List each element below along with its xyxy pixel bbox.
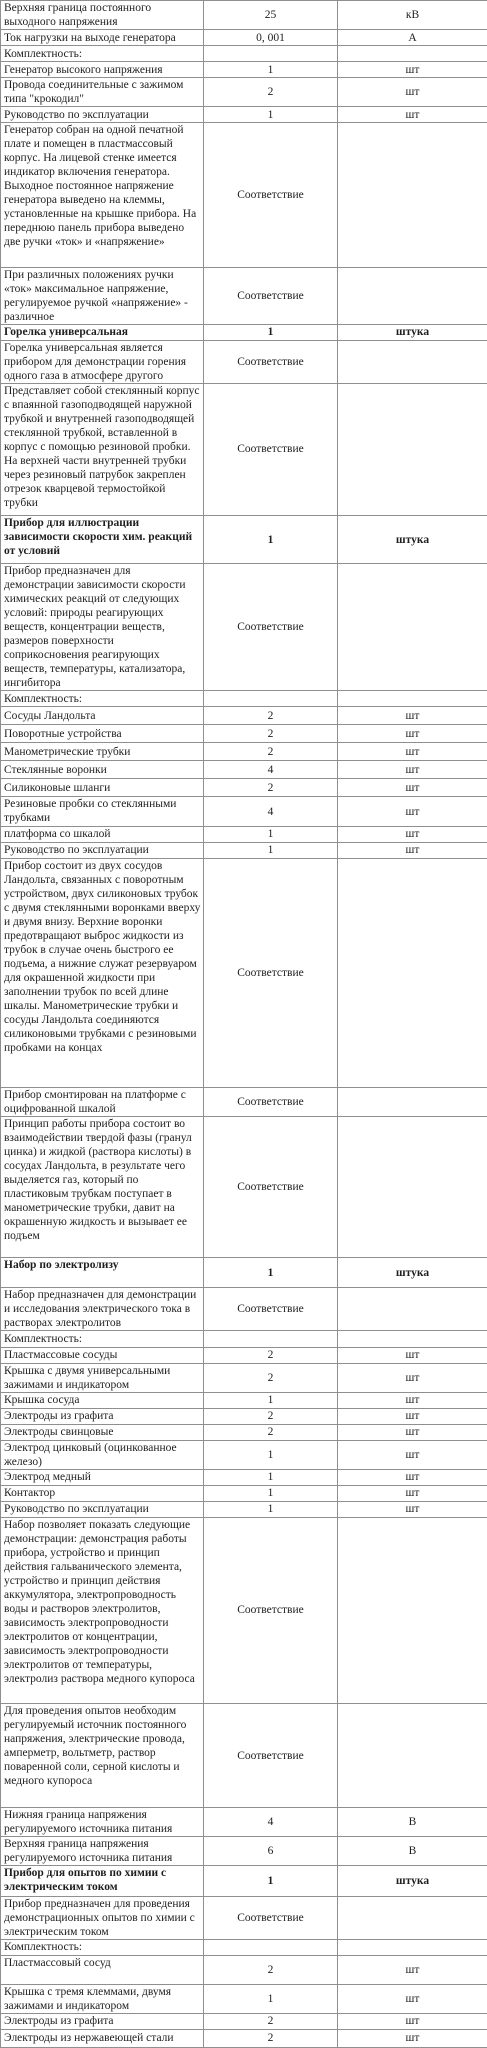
table-row xyxy=(1,564,487,691)
item-value-cell: 2 xyxy=(204,779,338,797)
item-unit-cell: шт xyxy=(338,725,487,743)
item-unit-cell: шт xyxy=(338,1501,487,1517)
item-unit-cell: шт xyxy=(338,1408,487,1424)
item-value-cell: 1 xyxy=(204,1501,338,1517)
item-name-cell: Комплектность: xyxy=(1,691,204,707)
item-name-cell: Набор предназначен для демонстрации и исследования электрического тока в растворах электролитов xyxy=(1,1288,204,1331)
item-name-cell: Крышка с тремя клеммами, двумя зажимами и индикатором xyxy=(1,1984,204,2013)
table-row xyxy=(1,1704,487,1808)
table-row xyxy=(1,1288,487,1331)
item-name-cell: Крышка с двумя универсальными зажимами и индикатором xyxy=(1,1363,204,1392)
table-row xyxy=(1,797,487,826)
item-name-cell: Ток нагрузки на выходе генератора xyxy=(1,30,204,46)
table-row xyxy=(1,267,487,324)
section-header-row xyxy=(1,324,487,340)
item-value-cell: 1 xyxy=(204,324,338,340)
item-value-cell: 2 xyxy=(204,1363,338,1392)
item-value-cell: 2 xyxy=(204,1347,338,1363)
item-unit-cell xyxy=(338,123,487,267)
table-row xyxy=(1,1808,487,1837)
item-unit-cell xyxy=(338,383,487,515)
item-name-cell: Руководство по эксплуатации xyxy=(1,107,204,123)
item-value-cell xyxy=(204,1331,338,1347)
table-row xyxy=(1,1440,487,1469)
section-header-row xyxy=(1,515,487,563)
item-unit-cell: шт xyxy=(338,1424,487,1440)
item-unit-cell: штука xyxy=(338,1866,487,1896)
table-row xyxy=(1,1088,487,1117)
item-unit-cell: шт xyxy=(338,2029,487,2047)
item-unit-cell: шт xyxy=(338,78,487,107)
item-unit-cell: шт xyxy=(338,1955,487,1984)
item-unit-cell: шт xyxy=(338,1347,487,1363)
item-value-cell xyxy=(204,691,338,707)
item-value-cell: 2 xyxy=(204,707,338,725)
item-unit-cell xyxy=(338,564,487,691)
table-row xyxy=(1,743,487,761)
item-unit-cell: шт xyxy=(338,2013,487,2029)
item-unit-cell: В xyxy=(338,1837,487,1866)
table-row xyxy=(1,707,487,725)
item-name-cell: Электроды из графита xyxy=(1,2013,204,2029)
table-row xyxy=(1,1837,487,1866)
item-value-cell: 1 xyxy=(204,842,338,858)
item-unit-cell xyxy=(338,340,487,383)
item-name-cell: платформа со шкалой xyxy=(1,826,204,842)
item-value-cell: Соответствие xyxy=(204,564,338,691)
item-value-cell: Соответствие xyxy=(204,340,338,383)
item-unit-cell xyxy=(338,1088,487,1117)
item-unit-cell xyxy=(338,1517,487,1703)
item-name-cell: Комплектность: xyxy=(1,1939,204,1955)
item-value-cell: 2 xyxy=(204,1408,338,1424)
item-name-cell: Контактор xyxy=(1,1485,204,1501)
table-row xyxy=(1,725,487,743)
item-unit-cell: шт xyxy=(338,743,487,761)
item-unit-cell: шт xyxy=(338,1469,487,1485)
table-row xyxy=(1,123,487,267)
table-row xyxy=(1,1469,487,1485)
item-name-cell: Прибор для опытов по химии с электрическим током xyxy=(1,1866,204,1896)
table-row xyxy=(1,62,487,78)
item-unit-cell: штука xyxy=(338,515,487,563)
item-name-cell: Комплектность: xyxy=(1,46,204,62)
item-unit-cell: шт xyxy=(338,1392,487,1408)
table-row xyxy=(1,1939,487,1955)
item-value-cell: 2 xyxy=(204,2029,338,2047)
item-value-cell: 1 xyxy=(204,62,338,78)
table-row xyxy=(1,691,487,707)
item-value-cell: Соответствие xyxy=(204,1088,338,1117)
item-value-cell: 1 xyxy=(204,1984,338,2013)
item-name-cell: Сосуды Ландольта xyxy=(1,707,204,725)
item-value-cell: 25 xyxy=(204,1,338,30)
item-unit-cell xyxy=(338,1704,487,1808)
table-row xyxy=(1,1955,487,1984)
item-unit-cell: шт xyxy=(338,842,487,858)
table-row xyxy=(1,826,487,842)
table-row xyxy=(1,383,487,515)
item-unit-cell: шт xyxy=(338,779,487,797)
item-value-cell: Соответствие xyxy=(204,267,338,324)
item-name-cell: Электроды из нержавеющей стали xyxy=(1,2029,204,2047)
item-value-cell: 4 xyxy=(204,797,338,826)
item-unit-cell xyxy=(338,1117,487,1258)
item-unit-cell xyxy=(338,267,487,324)
item-name-cell: Набор по электролизу xyxy=(1,1258,204,1288)
item-name-cell: Пластмассовые сосуды xyxy=(1,1347,204,1363)
item-name-cell: Манометрические трубки xyxy=(1,743,204,761)
item-unit-cell: В xyxy=(338,1808,487,1837)
item-unit-cell: А xyxy=(338,30,487,46)
item-value-cell: 4 xyxy=(204,1808,338,1837)
item-value-cell xyxy=(204,1939,338,1955)
item-value-cell: Соответствие xyxy=(204,123,338,267)
item-value-cell: 1 xyxy=(204,1258,338,1288)
table-row xyxy=(1,1117,487,1258)
item-unit-cell xyxy=(338,1331,487,1347)
item-value-cell: 6 xyxy=(204,1837,338,1866)
table-row xyxy=(1,1896,487,1939)
item-value-cell: Соответствие xyxy=(204,1704,338,1808)
table-row xyxy=(1,46,487,62)
item-unit-cell: шт xyxy=(338,1363,487,1392)
table-row xyxy=(1,858,487,1087)
item-unit-cell xyxy=(338,1288,487,1331)
item-value-cell: 2 xyxy=(204,725,338,743)
item-name-cell: Провода соединительные с зажимом типа "крокодил" xyxy=(1,78,204,107)
table-row xyxy=(1,779,487,797)
item-value-cell: 2 xyxy=(204,1955,338,1984)
item-name-cell: Стеклянные воронки xyxy=(1,761,204,779)
table-row xyxy=(1,340,487,383)
item-name-cell: Комплектность: xyxy=(1,1331,204,1347)
table-row xyxy=(1,842,487,858)
table-row xyxy=(1,1,487,30)
item-value-cell: Соответствие xyxy=(204,1896,338,1939)
item-value-cell: 1 xyxy=(204,1440,338,1469)
item-unit-cell: шт xyxy=(338,1440,487,1469)
table-row xyxy=(1,1485,487,1501)
table-row xyxy=(1,1984,487,2013)
item-name-cell: Руководство по эксплуатации xyxy=(1,1501,204,1517)
item-value-cell: 1 xyxy=(204,107,338,123)
item-unit-cell: шт xyxy=(338,1485,487,1501)
item-value-cell: 1 xyxy=(204,1392,338,1408)
section-header-row xyxy=(1,1866,487,1896)
item-name-cell: Прибор предназначен для демонстрации зависимости скорости химических реакций от следующих условий: природы реагирующих веществ, концентрации веществ, размеров поверхности соприкосновения реагирующих веществ, температуры, катализатора, ингибитора xyxy=(1,564,204,691)
item-name-cell: Для проведения опытов необходим регулируемый источник постоянного напряжения, электрические провода, амперметр, вольтметр, раствор поваренной соли, серной кислоты и медного купороса xyxy=(1,1704,204,1808)
item-value-cell: 1 xyxy=(204,1469,338,1485)
item-name-cell: Принцип работы прибора состоит во взаимодействии твердой фазы (гранул цинка) и жидкой (раствора кислоты) в сосудах Ландольта, в результате чего выделяется газ, который по пластиковым трубкам поступает в манометрические трубки, давит на окрашенную жидкость и вызывает ее подъем xyxy=(1,1117,204,1258)
item-name-cell: Прибор предназначен для проведения демонстрационных опытов по химии с электрическим током xyxy=(1,1896,204,1939)
table-row xyxy=(1,2013,487,2029)
table-row xyxy=(1,1501,487,1517)
item-name-cell: При различных положениях ручки «ток» максимальное напряжение, регулируемое ручкой «напряжение» - различное xyxy=(1,267,204,324)
item-name-cell: Крышка сосуда xyxy=(1,1392,204,1408)
table-row xyxy=(1,761,487,779)
item-name-cell: Резиновые пробки со стеклянными трубками xyxy=(1,797,204,826)
item-unit-cell xyxy=(338,691,487,707)
item-unit-cell: шт xyxy=(338,107,487,123)
item-name-cell: Горелка универсальная xyxy=(1,324,204,340)
item-unit-cell: штука xyxy=(338,324,487,340)
item-value-cell: 0, 001 xyxy=(204,30,338,46)
specification-table-body xyxy=(1,1,487,2048)
table-row xyxy=(1,1517,487,1703)
item-value-cell: Соответствие xyxy=(204,383,338,515)
item-name-cell: Генератор высокого напряжения xyxy=(1,62,204,78)
item-name-cell: Нижняя граница напряжения регулируемого источника питания xyxy=(1,1808,204,1837)
table-row xyxy=(1,1392,487,1408)
item-value-cell: 1 xyxy=(204,1485,338,1501)
item-name-cell: Горелка универсальная является прибором для демонстрации горения одного газа в атмосфере другого xyxy=(1,340,204,383)
table-row xyxy=(1,78,487,107)
table-row xyxy=(1,1363,487,1392)
table-row xyxy=(1,2029,487,2047)
item-name-cell: Генератор собран на одной печатной плате и помещен в пластмассовый корпус. На лицевой стенке имеется индикатор включения генератора. Выходное постоянное напряжение генератора выведено на клеммы, установленные на крышке прибора. На переднюю панель прибора выведено две ручки «ток» и «напряжение» xyxy=(1,123,204,267)
item-unit-cell: кВ xyxy=(338,1,487,30)
item-unit-cell xyxy=(338,1939,487,1955)
item-unit-cell xyxy=(338,858,487,1087)
item-name-cell: Силиконовые шланги xyxy=(1,779,204,797)
item-name-cell: Электрод медный xyxy=(1,1469,204,1485)
table-row xyxy=(1,107,487,123)
item-unit-cell: шт xyxy=(338,707,487,725)
item-name-cell: Верхняя граница напряжения регулируемого источника питания xyxy=(1,1837,204,1866)
item-name-cell: Руководство по эксплуатации xyxy=(1,842,204,858)
item-value-cell: Соответствие xyxy=(204,1517,338,1703)
table-row xyxy=(1,1408,487,1424)
item-unit-cell: штука xyxy=(338,1258,487,1288)
table-row xyxy=(1,30,487,46)
item-value-cell: Соответствие xyxy=(204,1288,338,1331)
item-unit-cell: шт xyxy=(338,826,487,842)
item-name-cell: Представляет собой стеклянный корпус с впаянной газоподводящей наружной трубкой и внутренней газоподводящей стеклянной трубкой, вставленной в корпус с помощью резиновой пробки. На верхней части внутренней трубки через резиновый патрубок закреплен отрезок кварцевой термостойкой трубки xyxy=(1,383,204,515)
item-value-cell: 1 xyxy=(204,515,338,563)
item-name-cell: Прибор для иллюстрации зависимости скорости хим. реакций от условий xyxy=(1,515,204,563)
item-name-cell: Электрод цинковый (оцинкованное железо) xyxy=(1,1440,204,1469)
item-name-cell: Электроды из графита xyxy=(1,1408,204,1424)
item-unit-cell: шт xyxy=(338,62,487,78)
item-value-cell: 1 xyxy=(204,826,338,842)
item-value-cell: Соответствие xyxy=(204,858,338,1087)
item-name-cell: Поворотные устройства xyxy=(1,725,204,743)
item-unit-cell: шт xyxy=(338,797,487,826)
item-value-cell: 2 xyxy=(204,743,338,761)
item-name-cell: Верхняя граница постоянного выходного напряжения xyxy=(1,1,204,30)
item-value-cell: 2 xyxy=(204,2013,338,2029)
item-value-cell: 1 xyxy=(204,1866,338,1896)
item-name-cell: Пластмассовый сосуд xyxy=(1,1955,204,1984)
item-unit-cell xyxy=(338,1896,487,1939)
section-header-row xyxy=(1,1258,487,1288)
item-name-cell: Набор позволяет показать следующие демонстрации: демонстрация работы прибора, устройство и принцип действия гальванического элемента, устройство и принцип действия аккумулятора, электропроводность воды и растворов электролитов, зависимость электропроводности электролитов от концентрации, зависимость электропроводности электролитов от температуры, электролиз раствора медного купороса xyxy=(1,1517,204,1703)
item-unit-cell: шт xyxy=(338,761,487,779)
item-unit-cell: шт xyxy=(338,1984,487,2013)
item-value-cell: 4 xyxy=(204,761,338,779)
item-value-cell: Соответствие xyxy=(204,1117,338,1258)
item-value-cell: 2 xyxy=(204,1424,338,1440)
item-unit-cell xyxy=(338,46,487,62)
item-name-cell: Прибор состоит из двух сосудов Ландольта, связанных с поворотным устройством, двух силиконовых трубок с двумя стеклянными воронками вверху и двумя внизу. Верхние воронки предотвращают выброс жидкости из трубок в случае очень быстрого ее подъема, а нижние служат резервуаром для окрашенной жидкости при заполнении трубок по всей длине шкалы. Манометрические трубки и сосуды Ландольта соединяются силиконовыми трубками с резиновыми пробками на концах xyxy=(1,858,204,1087)
item-value-cell: 2 xyxy=(204,78,338,107)
table-row xyxy=(1,1347,487,1363)
table-row xyxy=(1,1331,487,1347)
item-name-cell: Электроды свинцовые xyxy=(1,1424,204,1440)
item-value-cell xyxy=(204,46,338,62)
table-row xyxy=(1,1424,487,1440)
item-name-cell: Прибор смонтирован на платформе с оцифрованной шкалой xyxy=(1,1088,204,1117)
